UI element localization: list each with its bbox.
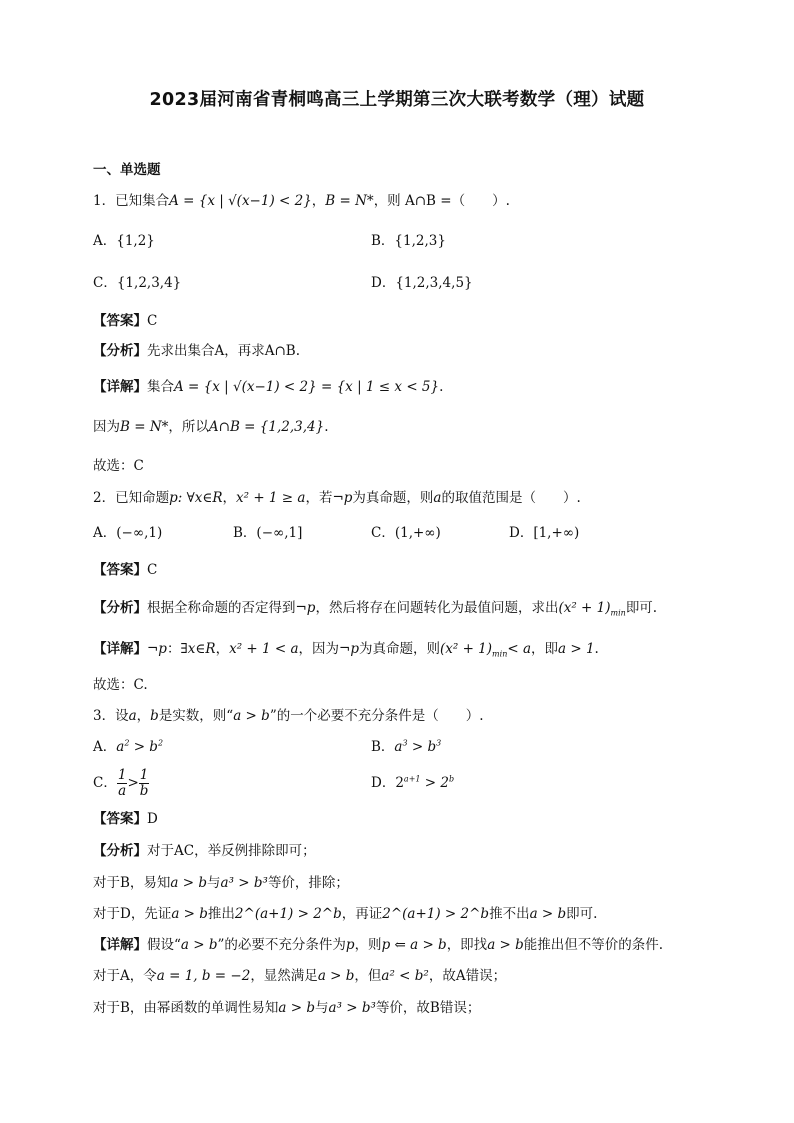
q2-option-d: D．[1,+∞) bbox=[509, 525, 580, 541]
q3-analysis-2: 对于B，易知a > b与a³ > b³等价，排除； bbox=[93, 875, 349, 891]
stem-text: 已知集合 bbox=[115, 193, 170, 209]
q1-analysis: 【分析】先求出集合A，再求A∩B. bbox=[93, 343, 301, 359]
question-3-stem: 3．设a，b是实数，则“a > b”的一个必要不充分条件是（ ）. bbox=[93, 708, 484, 724]
q3-analysis-3: 对于D，先证a > b推出2^(a+1) > 2^b，再证2^(a+1) > 2^b推不出a > b即可. bbox=[93, 906, 598, 922]
question-number: 1． bbox=[93, 193, 116, 209]
q3-answer: 【答案】D bbox=[93, 811, 158, 827]
q2-analysis: 【分析】根据全称命题的否定得到¬p，然后将存在问题转化为最值问题，求出$(x^2 + 1)_{min}$即可. bbox=[93, 600, 658, 618]
q1-answer: 【答案】C bbox=[93, 313, 158, 329]
q3-detail-3: 对于B，由幂函数的单调性易知a > b与a³ > b³等价，故B错误； bbox=[93, 1000, 481, 1016]
q3-detail-1: 【详解】假设“a > b”的必要不充分条件为p，则p ⇐ a > b，即找a > b能推出但不等价的条件. bbox=[93, 937, 664, 953]
stem-text: ， bbox=[311, 193, 326, 209]
question-1-stem bbox=[93, 191, 510, 211]
q2-option-b: B．(−∞,1] bbox=[233, 525, 303, 541]
q1-option-c: C．{1,2,3,4} bbox=[93, 275, 182, 291]
q1-detail-1: 【详解】集合A = {x | √(x−1) < 2} = {x | 1 ≤ x < 5}. bbox=[93, 379, 444, 395]
q2-option-c: C．(1,+∞) bbox=[371, 525, 441, 541]
document-title: 2023届河南省青桐鸣高三上学期第三次大联考数学（理）试题 bbox=[149, 90, 645, 110]
q1-option-a: A．{1,2} bbox=[93, 233, 155, 249]
q3-option-d: D．$2^{a+1} > 2^b$ bbox=[371, 774, 455, 791]
stem-text: ，则 A∩B =（ ）. bbox=[373, 193, 510, 209]
q1-conclusion: 故选：C bbox=[93, 458, 144, 474]
question-2-stem: 2．已知命题p: ∀x∈R，x² + 1 ≥ a，若¬p为真命题，则a的取值范围是（ ）. bbox=[93, 490, 581, 506]
q2-detail: 【详解】¬p：∃x∈R，x² + 1 < a，因为¬p为真命题，则$(x^2 + 1)_{min}< a$，即a > 1. bbox=[93, 641, 599, 659]
q2-option-a: A．(−∞,1) bbox=[93, 525, 163, 541]
q1-option-d: D．{1,2,3,4,5} bbox=[371, 275, 473, 291]
q3-option-c: C． $\frac{1}{a}$ > $\frac{1}{b}$ bbox=[93, 767, 149, 799]
q3-analysis-1: 【分析】对于AC，举反例排除即可； bbox=[93, 843, 316, 859]
q1-detail-2: 因为B = N*，所以A∩B = {1,2,3,4}. bbox=[93, 419, 329, 435]
set-a-formula: A = {x | √(x−1) < 2} bbox=[169, 193, 312, 209]
q3-detail-2: 对于A，令a = 1, b = −2，显然满足a > b，但a² < b²，故A错误； bbox=[93, 968, 507, 984]
set-b-formula: B = N* bbox=[325, 193, 374, 209]
q1-option-b: B．{1,2,3} bbox=[371, 233, 446, 249]
q2-answer: 【答案】C bbox=[93, 562, 158, 578]
section-heading: 一、单选题 bbox=[93, 162, 161, 178]
q2-conclusion: 故选：C. bbox=[93, 677, 148, 693]
q3-option-a: A．$a^2 > b^2$ bbox=[93, 738, 164, 755]
q3-option-b: B．$a^3 > b^3$ bbox=[371, 738, 442, 755]
